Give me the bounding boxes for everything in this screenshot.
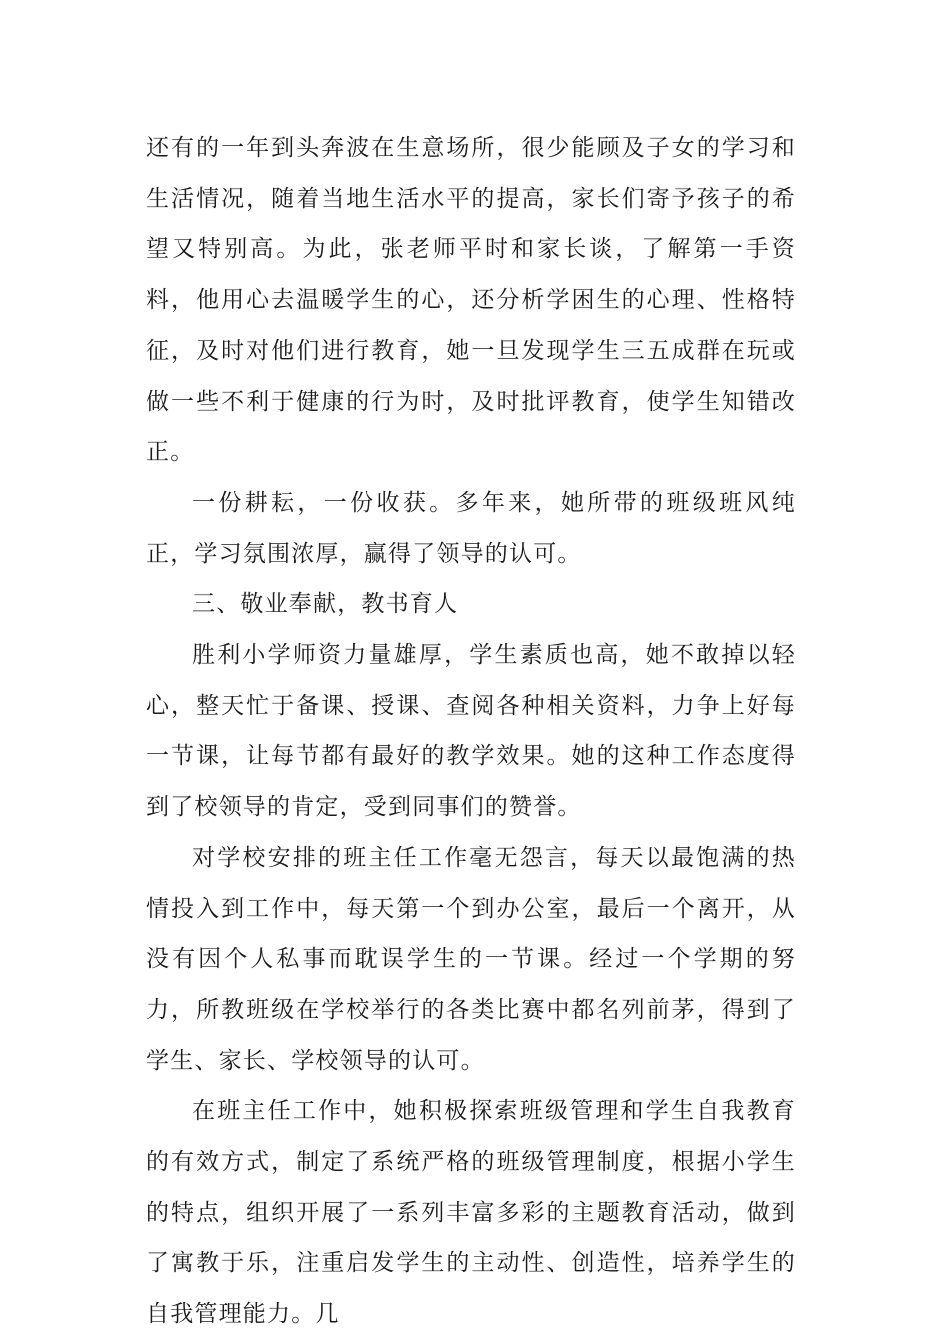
paragraph-class-teacher-duty: 对学校安排的班主任工作毫无怨言，每天以最饱满的热情投入到工作中，每天第一个到办公室，最后一个离开，从没有因个人私事而耽误学生的一节课。经过一个学期的努力，所教班级在学校举行的各类比赛中都名列前茅，得到了学生、家长、学校领导的认可。 [146,844,796,1074]
section-heading-dedication: 三、敬业奉献，教书育人 [192,591,459,618]
paragraph-class-management: 在班主任工作中，她积极探索班级管理和学生自我教育的有效方式，制定了系统严格的班级管理制度，根据小学生的特点，组织开展了一系列丰富多彩的主题教育活动，做到了寓教于乐，注重启发学生的主动性、创造性，培养学生的自我管理能力。几 [146,1098,796,1328]
paragraph-harvest: 一份耕耘，一份收获。多年来，她所带的班级班风纯正，学习氛围浓厚，赢得了领导的认可。 [146,489,796,567]
paragraph-school-strength: 胜利小学师资力量雄厚，学生素质也高，她不敢掉以轻心，整天忙于备课、授课、查阅各种相关资料，力争上好每一节课，让每节都有最好的教学效果。她的这种工作态度得到了校领导的肯定，受到同事们的赞誉。 [146,642,796,821]
document-body [146,123,796,1340]
paragraph-continuation: 还有的一年到头奔波在生意场所，很少能顾及子女的学习和生活情况，随着当地生活水平的提高，家长们寄予孩子的希望又特别高。为此，张老师平时和家长谈，了解第一手资料，他用心去温暖学生的心，还分析学困生的心理、性格特征，及时对他们进行教育，她一旦发现学生三五成群在玩或做一些不利于健康的行为时，及时批评教育，使学生知错改正。 [146,135,796,466]
